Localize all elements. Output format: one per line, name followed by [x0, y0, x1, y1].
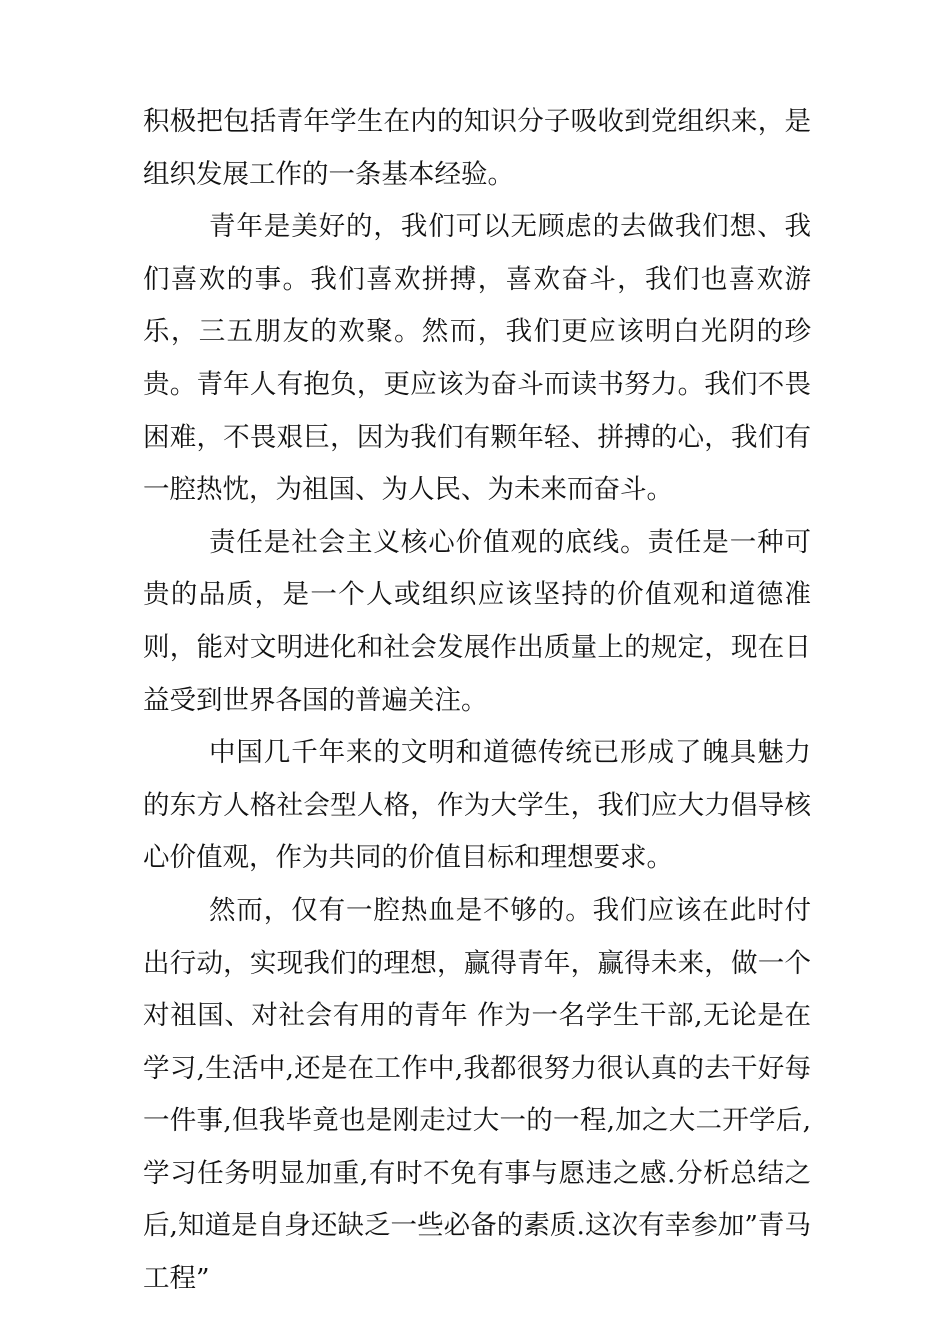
paragraph-3: 责任是社会主义核心价值观的底线。责任是一种可贵的品质，是一个人或组织应该坚持的价值观和道德准则，能对文明进化和社会发展作出质量上的规定，现在日益受到世界各国的普遍关注。 — [143, 526, 811, 716]
document-body — [143, 96, 811, 1306]
paragraph-2: 青年是美好的，我们可以无顾虑的去做我们想、我们喜欢的事。我们喜欢拼搏，喜欢奋斗，我们也喜欢游乐，三五朋友的欢聚。然而，我们更应该明白光阴的珍贵。青年人有抱负，更应该为奋斗而读书努力。我们不畏困难，不畏艰巨，因为我们有颗年轻、拼搏的心，我们有一腔热忱，为祖国、为人民、为未来而奋斗。 — [143, 211, 811, 506]
paragraph-4: 中国几千年来的文明和道德传统已形成了魄具魅力的东方人格社会型人格，作为大学生，我们应大力倡导核心价值观，作为共同的价值目标和理想要求。 — [143, 737, 811, 874]
paragraph-1: 积极把包括青年学生在内的知识分子吸收到党组织来，是组织发展工作的一条基本经验。 — [143, 106, 811, 190]
paragraph-5: 然而，仅有一腔热血是不够的。我们应该在此时付出行动，实现我们的理想，赢得青年，赢得未来，做一个对祖国、对社会有用的青年 作为一名学生干部,无论是在学习,生活中,还是在工作中,我都很努力很认真的去干好每一件事,但我毕竟也是刚走过大一的一程,加之大二开学后,学习任务明显加重,有时不免有事与愿违之感.分析总结之后,知道是自身还缺乏一些必备的素质.这次有幸参加”青马工程” — [143, 894, 811, 1295]
